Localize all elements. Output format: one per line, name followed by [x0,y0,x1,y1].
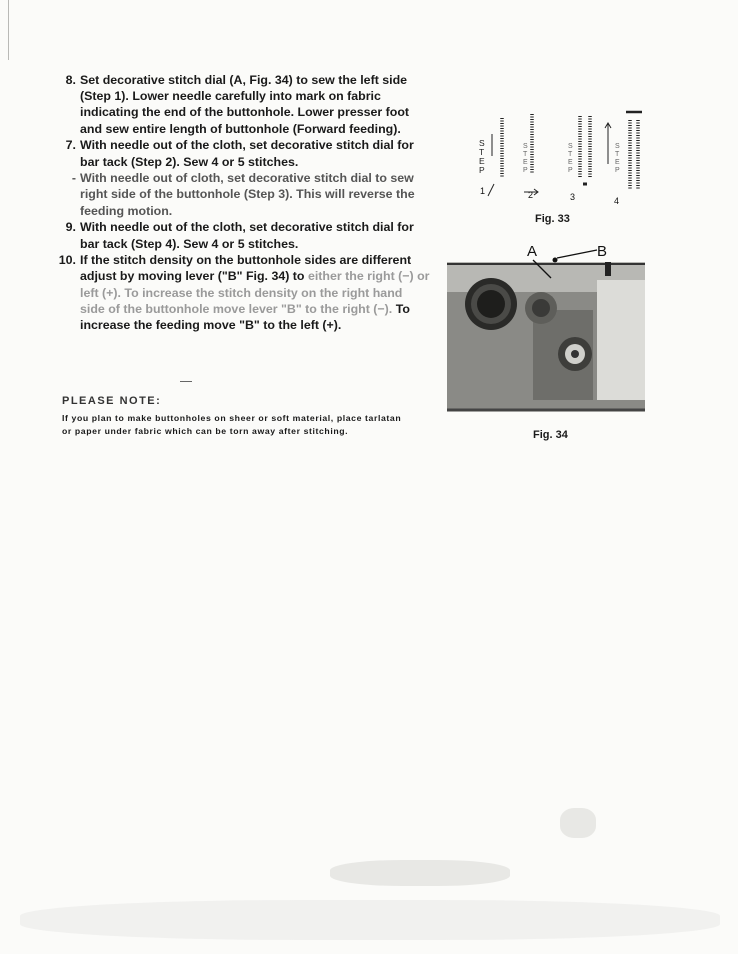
svg-text:T: T [523,151,528,158]
fig33-caption: Fig. 33 [535,213,570,225]
note-body: If you plan to make buttonholes on sheer or soft material, place tarlatan or paper under fabric which can be torn away after stitching. [62,413,402,436]
step-text: With needle out of the cloth, set decorative stitch dial for bar tack (Step 4). Sew 4 or 5 stitches. [80,220,414,251]
svg-text:P: P [479,165,485,175]
svg-text:P: P [568,167,573,174]
svg-text:T: T [479,147,485,157]
step-8 [40,72,430,137]
step-10 [40,252,430,333]
step-text-end: To increase the feeding move "B" to the left (+). [80,301,410,333]
svg-text:E: E [615,159,620,166]
scan-smudge [560,808,596,838]
fig33-buttonhole-steps-diagram [472,108,648,206]
step-reverse [40,170,430,219]
svg-text:E: E [523,159,528,166]
scan-smudge [330,860,510,886]
step-text-faint-2: To increase the stitch density on the right hand side of the buttonhole move lever "B" to the right (−). [80,285,403,316]
fig34-caption: Fig. 34 [533,429,568,441]
fig34-sewing-machine-photo [447,240,645,420]
step1-arrow-line [488,184,494,196]
svg-text:P: P [523,167,528,174]
svg-text:P: P [615,167,620,174]
step-number: 7. [65,138,76,153]
scan-smudge [20,900,720,940]
label-b: B [597,243,608,260]
svg-text:T: T [615,151,620,158]
step-number: 9. [65,220,76,235]
fig33-number-4: 4 [614,196,620,206]
svg-text:E: E [568,159,573,166]
svg-text:S: S [615,143,620,150]
fig33-number-2: 2 [528,190,534,200]
divider [180,381,192,382]
fig33-number-3: 3 [570,192,576,202]
step-number: 8. [65,73,76,87]
page-edge [8,0,9,60]
label-b-pointer [557,250,597,258]
step-9 [40,219,430,251]
label-a: A [527,243,538,260]
svg-text:S: S [568,143,573,150]
step-number: 10. [58,253,76,268]
step-7 [40,137,430,169]
instruction-steps [40,72,430,334]
step-text: With needle out of cloth, set decorative stitch dial to sew right side of the buttonhole (Step 3). This will reverse the feeding motion. [80,171,415,218]
step-text: Set decorative stitch dial (A, Fig. 34) to sew the left side (Step 1). Lower needle carefully into mark on fabric indicating the end of the buttonhole. Lower presser foot and sew entire length of buttonhole (Forward feeding). [80,73,410,136]
step-number: - [71,171,76,186]
svg-text:E: E [479,156,485,166]
step-text-start: If the stitch density on the buttonhole sides are different adjust by moving lever ("B" Fig. 34) to [80,253,412,284]
step-word-vertical-1: S [479,138,485,148]
svg-text:S: S [523,143,528,150]
step-text-faint: either the right (−) or left (+). [80,269,430,300]
fig33-number-1: 1 [480,186,486,196]
note-title: PLEASE NOTE: [62,395,162,407]
please-note [62,395,412,437]
svg-text:T: T [568,151,573,158]
step-text: With needle out of the cloth, set decorative stitch dial for bar tack (Step 2). Sew 4 or 5 stitches. [80,138,414,169]
